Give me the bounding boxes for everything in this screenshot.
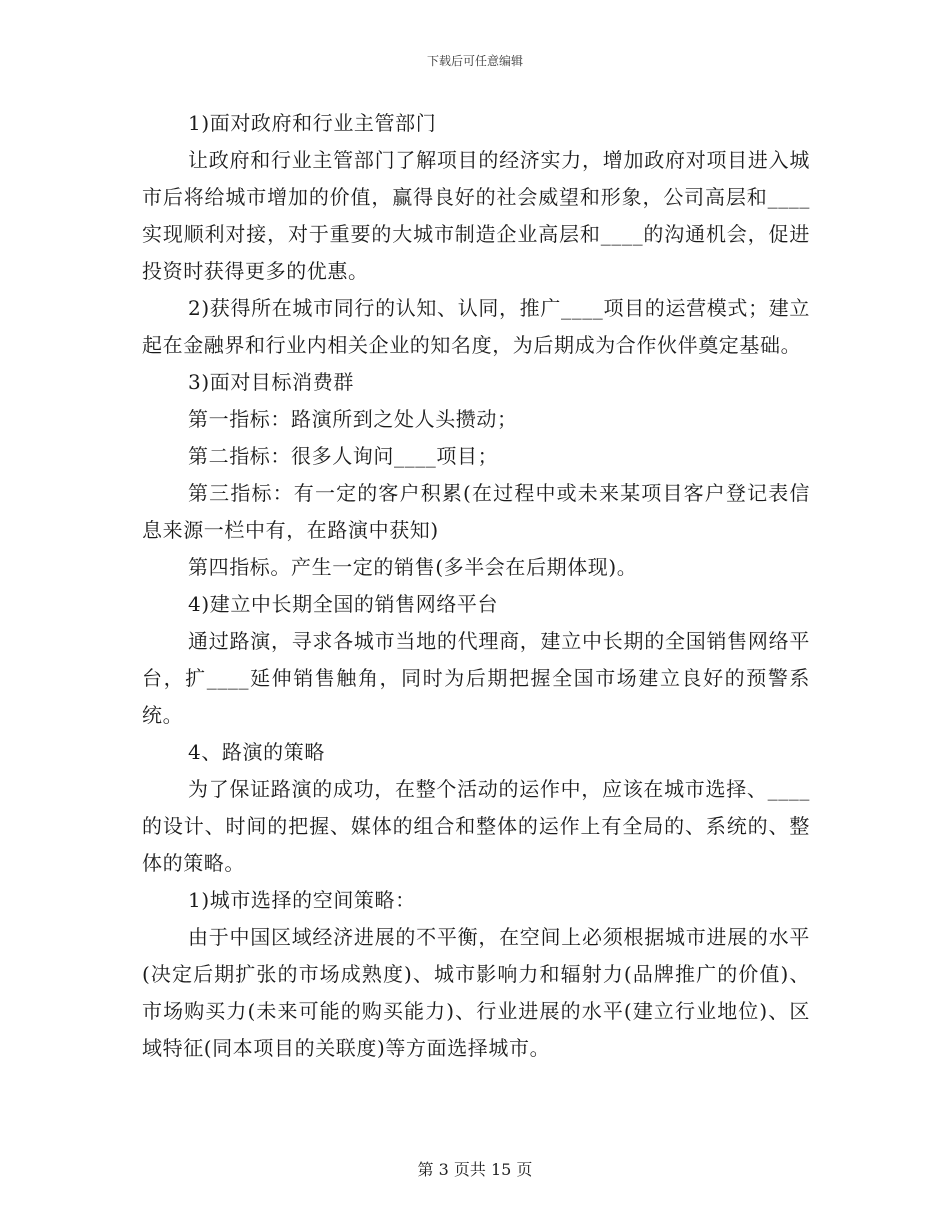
paragraph-sales-network: 通过路演，寻求各城市当地的代理商，建立中长期的全国销售网络平台，扩____延伸销售触角，同时为后期把握全国市场建立良好的预警系统。	[142, 629, 810, 727]
heading-city-selection: 1)城市选择的空间策略：	[188, 888, 416, 912]
document-body	[142, 105, 810, 1067]
heading-consumers: 3)面对目标消费群	[188, 370, 354, 394]
paragraph-strategy: 为了保证路演的成功，在整个活动的运作中，应该在城市选择、____的设计、时间的把握、媒体的组合和整体的运作上有全局的、系统的、整体的策略。	[142, 777, 810, 875]
page-header-note: 下载后可任意编辑	[426, 54, 523, 68]
indicator-3: 第三指标：有一定的客户积累(在过程中或未来某项目客户登记表信息来源一栏中有，在路演中获知)	[142, 481, 810, 542]
paragraph-government: 让政府和行业主管部门了解项目的经济实力，增加政府对项目进入城市后将给城市增加的价值，赢得良好的社会威望和形象，公司高层和____实现顺利对接，对于重要的大城市制造企业高层和____的沟通机会，促进投资时获得更多的优惠。	[142, 148, 810, 283]
paragraph-peers: 2)获得所在城市同行的认知、认同，推广____项目的运营模式；建立起在金融界和行业内相关企业的知名度，为后期成为合作伙伴奠定基础。	[142, 296, 810, 357]
page-number: 第 3 页共 15 页	[417, 1160, 533, 1179]
heading-government: 1)面对政府和行业主管部门	[188, 111, 437, 135]
heading-sales-network: 4)建立中长期全国的销售网络平台	[188, 592, 499, 616]
indicator-1: 第一指标：路演所到之处人头攒动；	[188, 407, 518, 431]
section-title-strategy: 4、路演的策略	[188, 740, 325, 764]
indicator-2: 第二指标：很多人询问____项目；	[188, 444, 499, 468]
indicator-4: 第四指标。产生一定的销售(多半会在后期体现)。	[188, 555, 638, 579]
paragraph-city-selection: 由于中国区域经济进展的不平衡，在空间上必须根据城市进展的水平(决定后期扩张的市场成熟度)、城市影响力和辐射力(品牌推广的价值)、市场购买力(未来可能的购买能力)、行业进展的水平(建立行业地位)、区域特征(同本项目的关联度)等方面选择城市。	[142, 925, 810, 1060]
